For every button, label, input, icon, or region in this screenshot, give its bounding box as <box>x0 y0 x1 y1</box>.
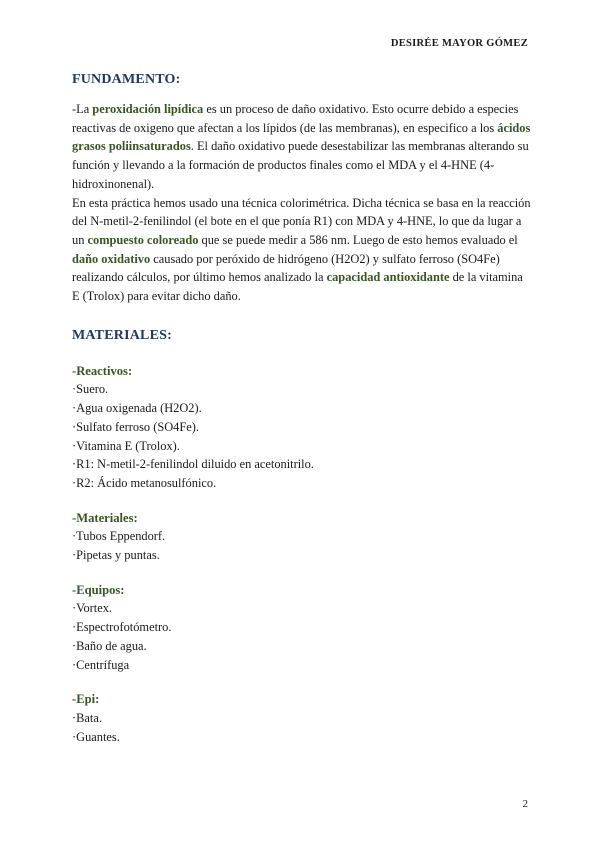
list-item: ·Vitamina E (Trolox). <box>72 438 180 453</box>
text-run: es un proceso de daño oxidativo. Esto ocurre debido a especies reactivas de oxigeno que afectan a los lípidos (de las membranas), en especifico a los <box>72 102 519 135</box>
materiales-group <box>72 509 532 565</box>
epi-group <box>72 690 532 746</box>
group-title: -Reactivos: <box>72 363 133 378</box>
text-run: de la vitamina E (Trolox) para evitar dicho daño. <box>72 270 523 304</box>
materiales-list <box>72 527 532 564</box>
list-item: ·R2: Ácido metanosulfónico. <box>72 475 217 490</box>
list-item: ·Sulfato ferroso (SO4Fe). <box>72 419 199 434</box>
text-run: causado por peróxido de hidrógeno (H2O2) y sulfato ferroso (SO4Fe) realizando cálculos, por último hemos analizado la <box>72 251 500 285</box>
materiales-title: MATERIALES: <box>72 327 172 343</box>
group-title: -Materiales: <box>72 510 138 525</box>
reactivos-group <box>72 362 532 493</box>
list-item: ·Tubos Eppendorf. <box>72 529 166 544</box>
list-item: ·Baño de agua. <box>72 638 147 653</box>
page-number: 2 <box>522 798 528 810</box>
header-author: DESIRÉE MAYOR GÓMEZ <box>390 38 528 49</box>
text-run: -La <box>72 102 93 116</box>
fundamento-paragraph-1 <box>72 100 532 194</box>
highlight-term: ácidos grasos poliinsaturados <box>72 120 531 154</box>
epi-list <box>72 709 532 746</box>
text-run: . El daño oxidativo puede desestabilizar las membranas alterando su función y llevando a la formación de productos finales como el MDA y el 4-HNE (4-hidroxinonenal). <box>72 139 529 191</box>
list-item: ·Vortex. <box>72 601 113 616</box>
list-item: ·Suero. <box>72 382 109 397</box>
list-item: ·Pipetas y puntas. <box>72 548 160 563</box>
list-item: ·Espectrofotómetro. <box>72 620 172 635</box>
highlight-term: compuesto coloreado <box>87 232 199 247</box>
highlight-term: capacidad antioxidante <box>326 270 450 285</box>
list-item: ·Centrífuga <box>72 657 130 672</box>
equipos-list <box>72 599 532 674</box>
list-item: ·Guantes. <box>72 729 120 744</box>
highlight-term: daño oxidativo <box>72 251 151 266</box>
text-run: En esta práctica hemos usado una técnica colorimétrica. Dicha técnica se basa en la reacción del N-metil-2-fenilindol (el bote en el que ponía R1) con MDA y 4-HNE, lo que da lugar a un <box>72 195 531 247</box>
group-title: -Epi: <box>72 692 100 707</box>
list-item: ·R1: N-metil-2-fenilindol diluido en acetonitrilo. <box>72 457 314 472</box>
page-content <box>72 72 532 762</box>
text-run: que se puede medir a 586 nm. Luego de esto hemos evaluado el <box>198 232 518 247</box>
list-item: ·Agua oxigenada (H2O2). <box>72 401 202 416</box>
equipos-group <box>72 581 532 675</box>
list-item: ·Bata. <box>72 710 102 725</box>
highlight-term: peroxidación lipídica <box>92 102 204 116</box>
reactivos-list <box>72 380 532 492</box>
fundamento-paragraph-2 <box>72 194 532 306</box>
fundamento-title: FUNDAMENTO: <box>72 72 181 87</box>
group-title: -Equipos: <box>72 582 125 597</box>
